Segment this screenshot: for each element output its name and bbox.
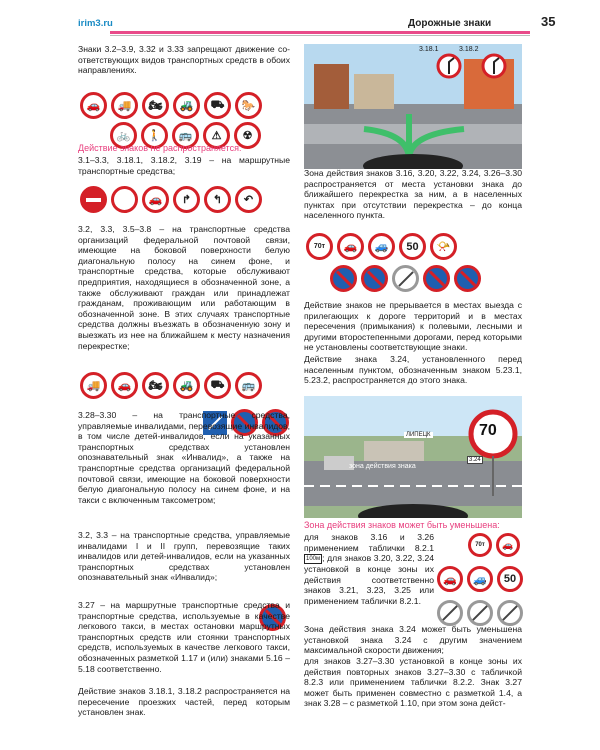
header-rule-thin — [110, 35, 530, 36]
plate-8-2-1: 100м — [306, 555, 321, 562]
exceptions-heading: Действие знаков не распространяется: — [78, 143, 242, 153]
no-bicycles-icon: 🚲 — [110, 122, 137, 149]
no-right-turn-icon: ↱ — [173, 186, 200, 213]
no-motor-vehicles-icon: 🚗 — [142, 186, 169, 213]
illustration-speed-zone — [304, 396, 522, 518]
end-restriction-icon — [392, 265, 419, 292]
speed-limit-icon: 50 — [399, 233, 426, 260]
no-overtaking-2-icon: 🚙 — [368, 233, 395, 260]
paragraph-intro: Знаки 3.2–3.9, 3.32 и 3.33 запрещают движение соответствующих видов транспортных средств в обоих направлениях. — [78, 44, 290, 76]
end-no-overtaking-icon — [437, 600, 463, 626]
speed-limit-icon: 50 — [497, 566, 523, 592]
no-entry-icon — [80, 186, 107, 213]
paragraph-exceptions-4: 3.2, 3.3 – на транспортные средства, управляемые инвалидами I и II групп, перевозящие таких инвалидов или детей-инвалидов, если на указанных транспортных средствах установлен опознавательный знак «Инвалид»; — [78, 530, 290, 583]
no-overtaking-trucks-icon: 70т — [306, 233, 333, 260]
no-overtaking-trucks-icon: 70т — [468, 533, 492, 557]
sign-row-exceptions-2 — [80, 372, 262, 399]
paragraph-reduce-3: Зона действия знака 3.24 может быть уменьшена установкой знака 3.24 с другим значением максимальной скорости движения; — [304, 624, 522, 656]
no-traffic-icon — [111, 186, 138, 213]
speed-zone-scene — [304, 396, 522, 518]
end-no-overtaking-2-icon — [467, 600, 493, 626]
no-trailers-icon: ⛟ — [204, 372, 231, 399]
section-title: Дорожные знаки — [408, 18, 492, 29]
no-parking-odd-icon — [454, 265, 481, 292]
no-tractors-icon: 🚜 — [173, 372, 200, 399]
paragraph-exceptions-6: Действие знаков 3.18.1, 3.18.2 распространяется на пересечение проезжих частей, перед которым установлен знак. — [78, 686, 290, 718]
sign-row-prohibited — [80, 92, 262, 119]
no-stopping-icon — [361, 265, 388, 292]
illustration-intersection — [304, 44, 522, 169]
no-left-turn-icon: ↰ — [204, 186, 231, 213]
sign-row-zone — [306, 233, 457, 260]
intersection-scene — [304, 44, 522, 169]
sign-row-reduce-2 — [437, 566, 523, 592]
no-hazard-icon: ☢ — [234, 122, 261, 149]
zone-label: зона действия знака — [349, 463, 416, 470]
no-pedestrians-icon: 🚶 — [141, 122, 168, 149]
no-parking-icon — [330, 265, 357, 292]
paragraph-settlement: Действие знака 3.24, установленного перед населенным пунктом, обозначенным знаком 5.23.1, 5.23.2, распространяется до этого знака. — [304, 354, 522, 386]
no-overtaking-icon: 🚗 — [496, 533, 520, 557]
no-motorcycles-icon: 🏍 — [142, 372, 169, 399]
header-rule — [110, 31, 530, 34]
paragraph-reduce-4: для знаков 3.27–3.30 установкой в конце зоны их действия повторных знаков 3.27–3.30 с табличкой 8.2.3 или применением таблички 8.2.2. Знак 3.27 может быть применен совместно с разметкой 1.4, а знак 3.28 – с разметкой 1.10, при этом зона дейст- — [304, 656, 522, 709]
paragraph-reduce-2-text: для знаков 3.20, 3.22, 3.24 установкой в конце зоны их действия соответственно знаков 3.21, 3.23, 3.25 или применением таблички 8.2.1. — [304, 553, 434, 606]
no-overtaking-icon: 🚗 — [437, 566, 463, 592]
fig1-label-1: 3.18.1 — [419, 46, 439, 53]
no-dangerous-goods-icon: ⚠ — [203, 122, 230, 149]
no-overtaking-2-icon: 🚙 — [467, 566, 493, 592]
paragraph-exceptions-1: 3.1–3.3, 3.18.1, 3.18.2, 3.19 – на маршрутные транспортные средства; — [78, 155, 290, 176]
sign-row-exceptions — [80, 186, 262, 213]
reduce-heading: Зона действия знаков может быть уменьшена: — [304, 520, 500, 530]
end-speed-limit-icon — [497, 600, 523, 626]
sign-row-zone-2 — [330, 265, 481, 292]
site-name: irim3.ru — [78, 18, 113, 29]
sign-code-label: 3.24 — [469, 457, 481, 463]
paragraph-exceptions-3-text: 3.28–3.30 – на транспортные средства, управляемые инвалидами, перевозящие инвалидов, в том числе детей-инвалидов, если на указанных транспортных средствах установлен опознавательный знак «Инвалид», а также на транспортные средства организаций федеральной почтовой связи, имеющие на боковой поверхности белую диагональную полосу на синем фоне, и на такси с включенным таксометром; — [78, 410, 290, 505]
page-number: 35 — [541, 14, 556, 29]
no-u-turn-icon: ↶ — [235, 186, 262, 213]
no-carts-icon: 🐎 — [235, 92, 262, 119]
no-motorcycles-icon: 🏍 — [142, 92, 169, 119]
paragraph-exceptions-2: 3.2, 3.3, 3.5–3.8 – на транспортные средства организаций федеральной почтовой связи, имеющие на боковой поверхности белую диагональную полосу на синем фоне, и транспортные средства, которые обслуживают предприятия, находящиеся в обозначенной зоне, а также обслуживают граждан или принадлежат гражданам, проживающим или работающим в обозначенной зоне. В этих случаях транспортные средства должны въезжать в обозначенную зону и выезжать из нее на ближайшем к месту назначения перекрестке; — [78, 224, 290, 351]
paragraph-reduce-1: для знаков 3.16 и 3.26 применением таблички 8.2.1 100м ; для знаков 3.20, 3.22, 3.24 установкой в конце зоны их действия соответственно знаков 3.21, 3.23, 3.25 или применением таблички 8.2.1. — [304, 532, 434, 606]
no-motor-vehicles-icon: 🚗 — [80, 92, 107, 119]
no-trucks-icon: 🚚 — [111, 92, 138, 119]
page-header — [0, 0, 600, 40]
no-horn-icon: 📯 — [430, 233, 457, 260]
no-trucks-icon: 🚚 — [80, 372, 107, 399]
speed-limit-value: 70 — [479, 422, 497, 439]
paragraph-exceptions-3 — [78, 410, 290, 505]
paragraph-not-interrupted: Действие знаков не прерывается в местах выезда с прилегающих к дороге территорий и в местах пересечения (примыкания) к полевыми, лесными и другими второстепенными дорогами, перед которыми не установлены соответствующие знаки. — [304, 300, 522, 353]
no-buses-icon: 🚌 — [235, 372, 262, 399]
town-sign: ЛИПЕЦК — [406, 432, 431, 438]
paragraph-exceptions-5: 3.27 – на маршрутные транспортные средства и транспортные средства, используемые в качестве легкового такси, в местах остановки маршрутных транспортных средств или стоянки транспортных средств, используемых в качестве легкового такси, обозначенных разметкой 1.17 и (или) знаками 5.16 – 5.18 соответственно. — [78, 600, 290, 674]
no-buses-icon: 🚌 — [172, 122, 199, 149]
no-trailers-icon: ⛟ — [204, 92, 231, 119]
sign-row-reduce-3 — [437, 600, 523, 626]
no-overtaking-icon: 🚗 — [337, 233, 364, 260]
paragraph-reduce-1-text: для знаков 3.16 и 3.26 применением таблички 8.2.1 — [304, 532, 434, 553]
no-parking-even-icon — [423, 265, 450, 292]
fig1-label-2: 3.18.2 — [459, 46, 479, 53]
no-motor-vehicles-icon: 🚗 — [111, 372, 138, 399]
paragraph-zone: Зона действия знаков 3.16, 3.20, 3.22, 3.24, 3.26–3.30 распространяется от места установки знака до ближайшего перекрестка за ним, а в населенных пунктах при отсутствии перекрестка – до конца населенного пункта. — [304, 168, 522, 221]
sign-row-reduce-1 — [468, 533, 520, 557]
no-tractors-icon: 🚜 — [173, 92, 200, 119]
